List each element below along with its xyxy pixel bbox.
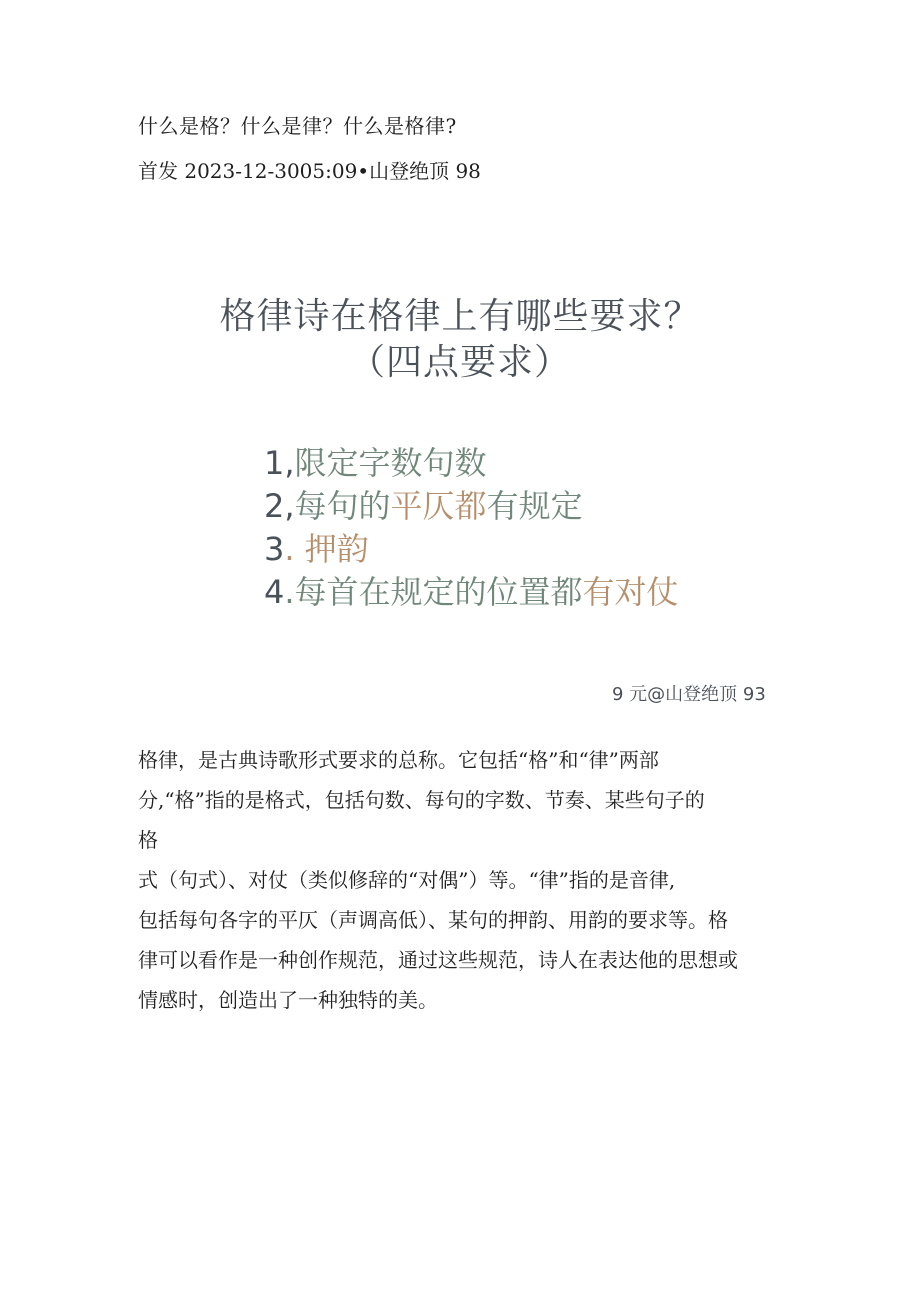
requirement-text: .每首在规定的位置都 [284, 573, 583, 611]
body-line: 分,“格”指的是格式，包括句数、每句的字数、节奏、某些句子的 [138, 788, 705, 812]
body-line: 格律，是古典诗歌形式要求的总称。它包括“格”和“律”两部 [138, 748, 659, 772]
requirement-item [264, 485, 679, 528]
body-line: 式（句式）、对仗（类似修辞的“对偶”）等。“律”指的是音律, [138, 868, 676, 892]
image-heading-line1: 格律诗在格律上有哪些要求？ [219, 296, 701, 337]
requirement-text: 限定字数句数 [294, 444, 487, 482]
embedded-image [0, 280, 920, 720]
requirement-text-highlight: 有对仗 [582, 573, 679, 611]
requirement-text-highlight: 平仄都 [390, 487, 487, 525]
body-line: 包括每句各字的平仄（声调高低）、某句的押韵、用韵的要求等。格 [138, 908, 728, 932]
requirements-list [264, 442, 679, 614]
requirement-item [264, 528, 679, 571]
requirement-number: 1, [264, 444, 295, 482]
article-body [138, 740, 798, 1020]
requirement-item [264, 571, 679, 614]
article-meta: 首发 2023-12-3005:09•山登绝顶 98 [138, 159, 481, 183]
article-title: 什么是格？什么是律？什么是格律? [138, 114, 457, 138]
requirement-text: 每句的 [294, 487, 391, 525]
image-watermark: 9 元@山登绝顶 93 [612, 684, 766, 705]
requirement-number: 4 [264, 573, 285, 611]
requirement-number: 3 [264, 530, 285, 568]
requirement-item [264, 442, 679, 485]
body-line: 格 [138, 828, 158, 852]
requirement-text: 有规定 [486, 487, 583, 525]
image-heading-line2: （四点要求） [348, 342, 571, 383]
body-line: 律可以看作是一种创作规范，通过这些规范，诗人在表达他的思想或 [138, 948, 738, 972]
body-line: 情感时，创造出了一种独特的美。 [138, 988, 438, 1012]
requirement-text-highlight: . 押韵 [284, 530, 369, 568]
requirement-number: 2, [264, 487, 295, 525]
